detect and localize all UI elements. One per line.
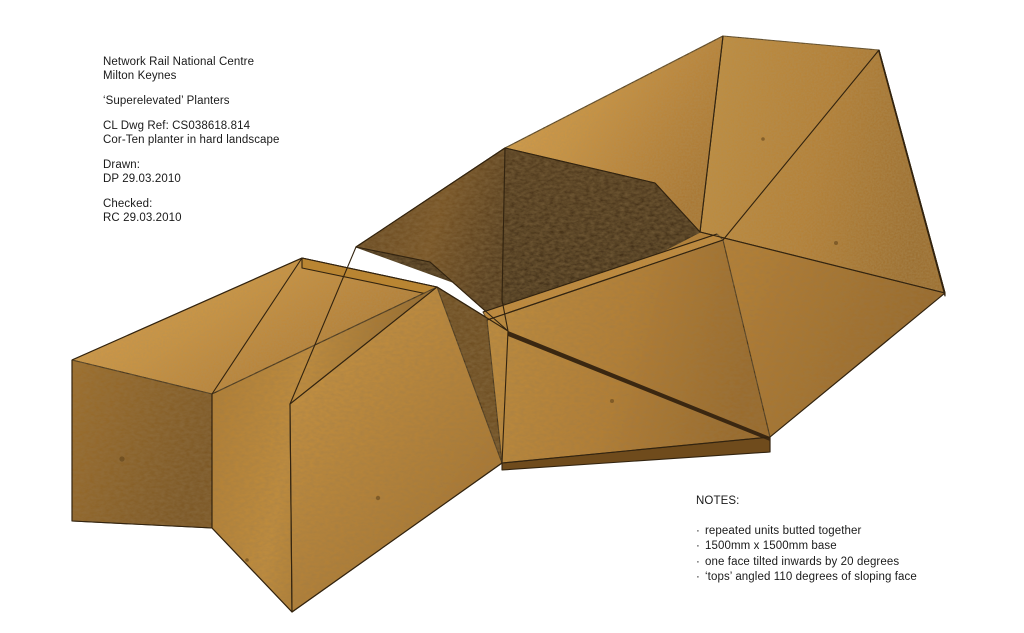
note-text: one face tilted inwards by 20 degrees (705, 555, 900, 568)
note-bullet: · (696, 540, 700, 552)
note-item (696, 555, 917, 571)
drawing-reference: CL Dwg Ref: CS038618.814 (103, 120, 251, 132)
checked-label: Checked: (103, 198, 153, 210)
drawing-description: Cor-Ten planter in hard landscape (103, 134, 280, 146)
drawn-label: Drawn: (103, 159, 141, 171)
reference-block (103, 119, 280, 147)
note-bullet: · (696, 571, 700, 583)
drawn-block (103, 158, 280, 186)
note-text: ‘tops’ angled 110 degrees of sloping face (705, 571, 917, 583)
client-line-2: Milton Keynes (103, 70, 177, 82)
drawn-value: DP 29.03.2010 (103, 173, 181, 185)
note-item (696, 570, 917, 586)
note-text: 1500mm x 1500mm base (705, 540, 837, 552)
client-line-1: Network Rail National Centre (103, 56, 255, 68)
note-text: repeated units butted together (705, 524, 862, 537)
note-bullet: · (696, 555, 700, 568)
title-block (103, 55, 280, 225)
note-item (696, 524, 917, 540)
note-bullet: · (696, 524, 700, 537)
client-block (103, 55, 280, 83)
notes-heading: NOTES: (696, 495, 740, 507)
checked-block (103, 197, 280, 225)
checked-value: RC 29.03.2010 (103, 212, 182, 224)
notes-block (696, 494, 917, 586)
notes-list (696, 524, 917, 586)
note-item (696, 539, 917, 555)
project-title: ‘Superelevated’ Planters (103, 95, 230, 107)
